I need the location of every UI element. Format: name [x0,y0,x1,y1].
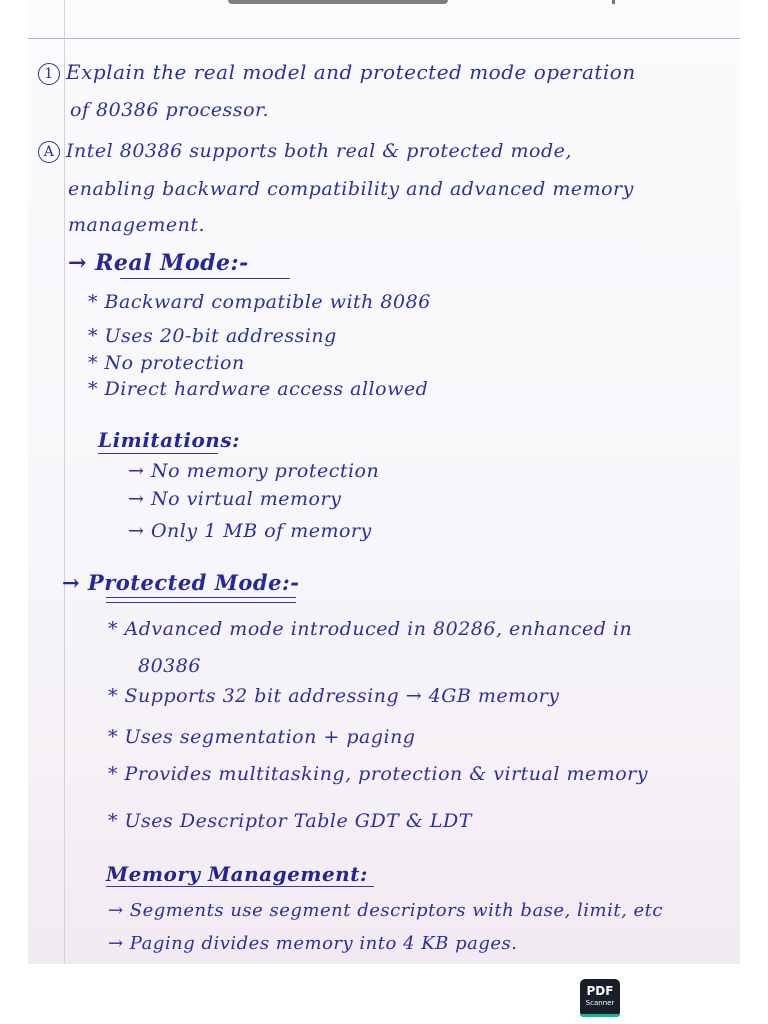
logo-accent-bar [580,1014,620,1017]
top-rule-line [28,38,740,39]
real-mode-point-1: * Backward compatible with 8086 [88,291,431,313]
answer-marker: A [38,141,60,163]
protected-mode-point-1: * Advanced mode introduced in 80286, enhanced in [108,618,633,640]
real-mode-point-2: * Uses 20-bit addressing [88,325,337,347]
answer-text-1: Intel 80386 supports both real & protected mode, [66,140,572,162]
logo-text-sub: Scanner [585,999,615,1007]
notebook-page [28,0,740,964]
protected-mode-underline-2 [106,602,296,603]
memory-management-point-2: → Paging divides memory into 4 KB pages. [108,933,518,954]
answer-line-1 [38,141,572,163]
question-text-1: Explain the real model and protected mode operation [66,60,636,84]
question-line-1 [38,62,636,85]
limitation-1: → No memory protection [128,460,380,482]
question-line-2: of 80386 processor. [70,99,270,121]
answer-line-2: enabling backward compatibility and advanced memory [68,178,634,200]
limitation-3: → Only 1 MB of memory [128,520,372,542]
real-mode-point-3: * No protection [88,352,245,374]
protected-mode-point-2: * Supports 32 bit addressing → 4GB memory [108,685,560,707]
pdf-scanner-logo [580,979,620,1017]
protected-mode-point-3: * Uses segmentation + paging [108,726,416,748]
limitations-underline [98,453,218,454]
protected-mode-point-4: * Provides multitasking, protection & virtual memory [108,763,649,785]
memory-management-heading: Memory Management: [106,862,368,886]
real-mode-underline [120,278,290,279]
protected-mode-heading: → Protected Mode:- [62,570,300,595]
limitations-heading: Limitations: [98,428,240,452]
real-mode-heading: → Real Mode:- [68,250,249,276]
real-mode-point-4: * Direct hardware access allowed [88,378,429,400]
answer-line-3: management. [68,214,205,236]
page-top-shadow [228,0,448,4]
protected-mode-underline [106,597,296,598]
logo-text-main: PDF [586,984,614,998]
memory-management-point-1: → Segments use segment descriptors with base, limit, etc [108,900,663,921]
page-top-mark [612,0,615,4]
memory-management-underline [106,886,374,887]
limitation-2: → No virtual memory [128,488,342,510]
protected-mode-point-1-cont: 80386 [138,655,201,677]
protected-mode-point-5: * Uses Descriptor Table GDT & LDT [108,810,472,832]
question-number: 1 [38,63,60,85]
